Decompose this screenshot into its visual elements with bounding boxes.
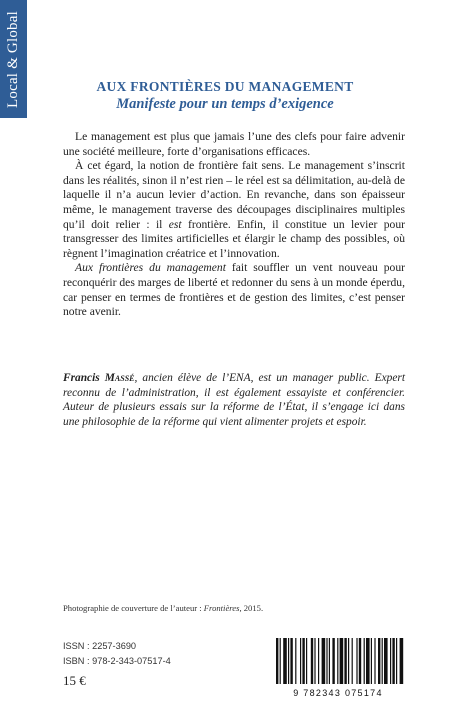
barcode-bar (348, 638, 349, 684)
price: 15 € (63, 673, 86, 688)
barcode-bar (400, 638, 404, 684)
barcode-bar (300, 638, 301, 684)
barcode-bar (390, 638, 391, 684)
blurb-paragraph-3 (63, 261, 405, 319)
barcode-bar (326, 638, 327, 684)
issn: ISSN : 2257-3690 (63, 641, 137, 651)
barcode-bar (318, 638, 319, 684)
barcode-bar (371, 638, 372, 684)
blurb-paragraph-3-title: Aux frontières du management (75, 261, 226, 275)
barcode-bar (366, 638, 370, 684)
barcode-bar (283, 638, 287, 684)
book-title: AUX FRONTIÈRES DU MANAGEMENT (96, 79, 354, 94)
barcode (270, 638, 406, 698)
collection-label: Local & Global (5, 10, 22, 108)
blurb-paragraph-1: Le management est plus que jamais l’une des clefs pour faire advenir une société meilleure, forte d’organisations efficaces. (63, 130, 405, 158)
photo-credit-suffix: , 2015. (239, 603, 264, 613)
barcode-bar (311, 638, 313, 684)
barcode-bar (340, 638, 344, 684)
barcode-bar (359, 638, 361, 684)
book-subtitle: Manifeste pour un temps d’exigence (116, 96, 334, 112)
photo-credit (63, 603, 263, 613)
barcode-bar (322, 638, 326, 684)
barcode-bar (378, 638, 380, 684)
author-last-name: Massé (104, 372, 135, 384)
barcode-bar (314, 638, 315, 684)
blurb-paragraph-3-text: fait souffler un vent nouveau pour reconquérir des marges de liberté et redonner du sens à un monde éperdu, car penser en termes de frontières et de gestion des limites, c’est penser notre avenir. (63, 261, 405, 319)
barcode-bar (329, 638, 330, 684)
barcode-bar (356, 638, 357, 684)
barcode-bar (306, 638, 307, 684)
barcode-bar (374, 638, 375, 684)
barcode-bar (290, 638, 292, 684)
blurb (63, 130, 405, 320)
barcode-bar (344, 638, 346, 684)
blurb-paragraph-2 (63, 159, 405, 261)
barcode-bar (352, 638, 353, 684)
barcode-bar (332, 638, 334, 684)
barcode-digits: 9 782343 075174 (293, 688, 383, 698)
barcode-bar (364, 638, 365, 684)
barcode-bar (288, 638, 289, 684)
photo-credit-prefix: Photographie de couverture de l’auteur : (63, 603, 204, 613)
author-first-name: Francis (63, 372, 105, 384)
barcode-bars (270, 638, 406, 686)
photo-credit-work: Frontières (203, 603, 240, 613)
barcode-bar (384, 638, 388, 684)
barcode-bar (396, 638, 397, 684)
barcode-bar (302, 638, 304, 684)
barcode-bar (295, 638, 296, 684)
blurb-paragraph-2-part-b: frontière. Enfin, il constitue un levier pour transgresser des limites artificielles et élargir le champ des possibles, où règnent l’imagination créatrice et l’innovation. (63, 217, 406, 260)
barcode-bar (392, 638, 394, 684)
barcode-bar (382, 638, 383, 684)
barcode-bar (276, 638, 278, 684)
isbn: ISBN : 978-2-343-07517-4 (63, 656, 171, 666)
barcode-bar (280, 638, 281, 684)
barcode-bar (337, 638, 338, 684)
blurb-paragraph-2-emphasis: est (168, 217, 182, 231)
author-bio-text: , ancien élève de l’ENA, est un manager public. Expert reconnu de l’administration, il est également essayiste et conférencier. Auteur de plusieurs essais sur la réforme de l’État, il s’engage ici dans une philosophie de la réforme qui vient alimenter projets et espoir. (63, 372, 405, 428)
author-bio (63, 371, 405, 429)
blurb-paragraph-2-part-a: À cet égard, la notion de frontière fait sens. Le management s’inscrit dans les réalités, sinon il n’est rien – le réel est sa délimitation, au-delà de laquelle il n’a aucun levier d’action. En revanche, dans son épaisseur même, le management traverse des découpages disciplinaires multiples qu’il doit relier : il (63, 159, 405, 231)
